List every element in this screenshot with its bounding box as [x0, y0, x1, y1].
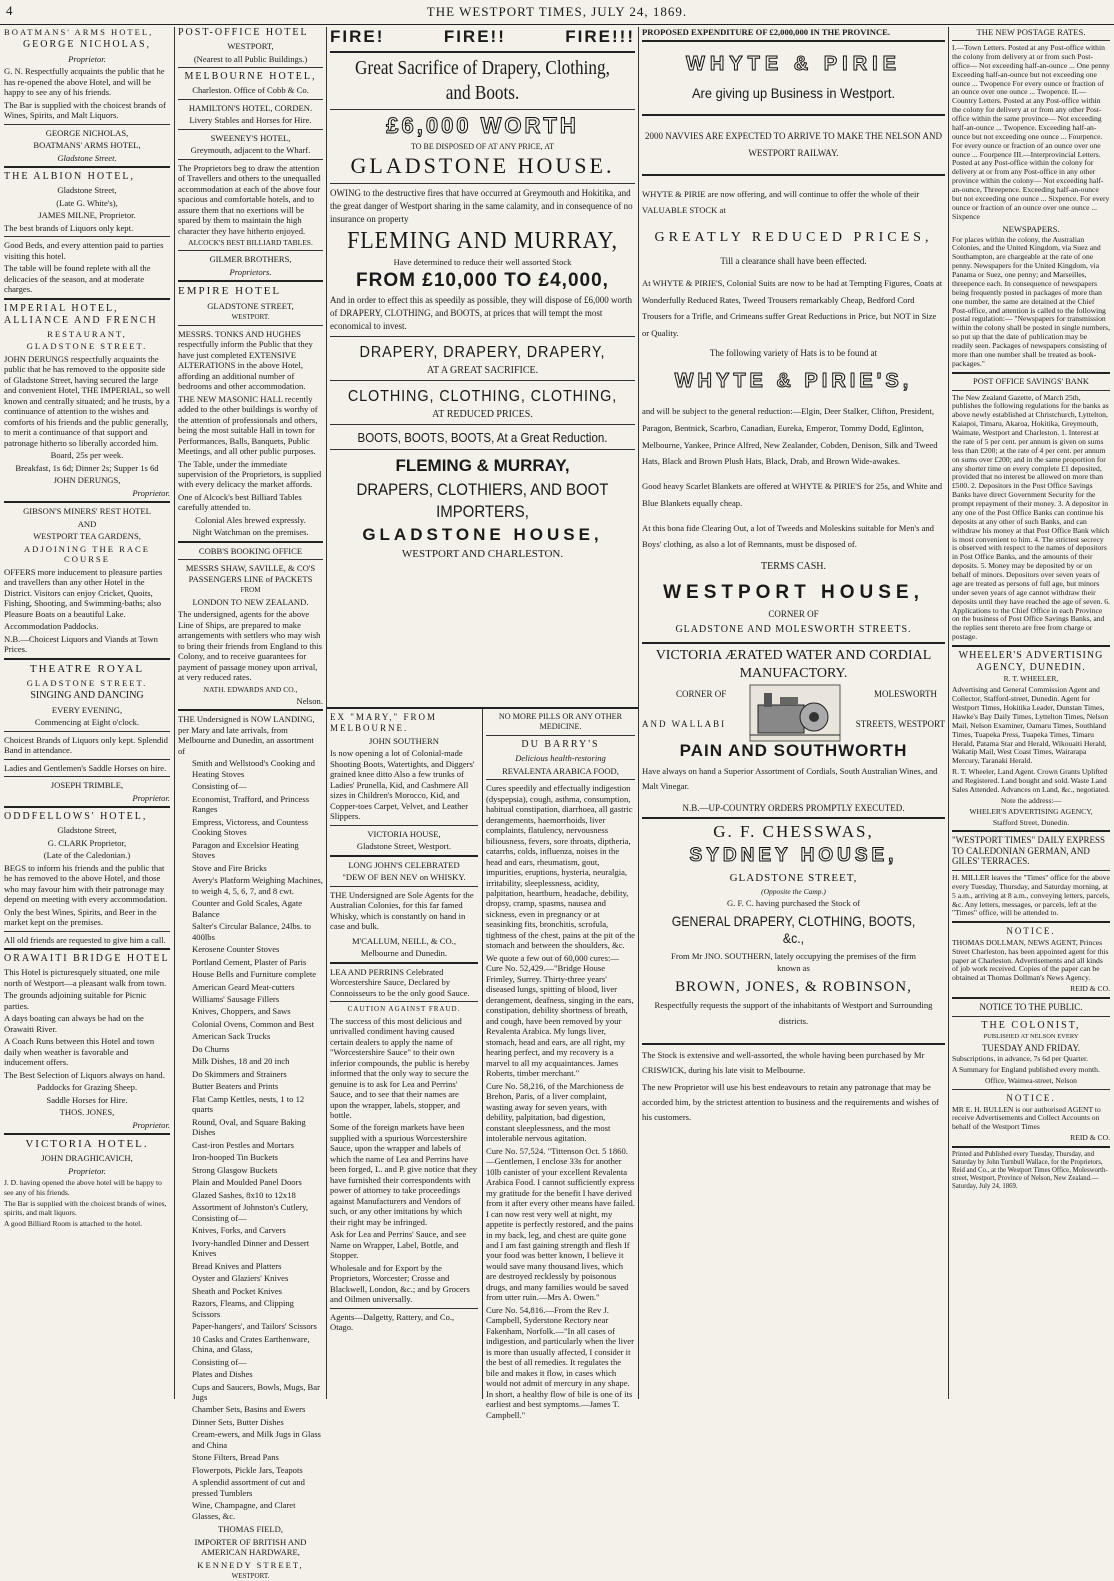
list-item: Chamber Sets, Basins and Ewers: [192, 1404, 306, 1415]
ad-body: The new Proprietor will use his best endeavours to retain any patronage that may be accorded him, by the strictest attention to business and the requirements and wishes of his customers.: [642, 1082, 939, 1123]
list-item: Paragon and Excelsior Heating Stoves: [192, 839, 299, 861]
list-item: Stove and Fire Bricks: [192, 862, 267, 873]
ad-proprietor: Proprietor.: [132, 487, 170, 498]
ad-body: The Bar is supplied with the choicest brands of wines, spirits, and malt liquors.: [4, 1198, 167, 1217]
ad-body: Board, 25s per week.: [50, 450, 124, 461]
ad-body: Good Beds, and every attention paid to parties visiting this hotel.: [4, 240, 164, 261]
ad-heading: WHEELER'S ADVERTISING AGENCY, DUNEDIN.: [958, 650, 1104, 673]
headline: GENERAL DRAPERY, CLOTHING, BOOTS, &c.,: [671, 912, 916, 946]
ad-body: The Bar is supplied with the choicest brands of Wines, Spirits, and Malt Liquors.: [4, 99, 166, 121]
ad-signature: BOATMANS' ARMS HOTEL,: [33, 140, 141, 151]
ad-signature: JOSEPH TRIMBLE,: [50, 780, 124, 791]
list-item: Sheath and Pocket Knives: [192, 1285, 282, 1296]
ad-body: A days boating can always be had on the Orawaiti River.: [4, 1013, 144, 1034]
list-item: Ivory-handled Dinner and Dessert Knives: [192, 1237, 310, 1259]
price-headline: GREATLY REDUCED PRICES,: [654, 229, 933, 245]
list-item: Consisting of—: [192, 781, 247, 792]
ad-body: THE NEW MASONIC HALL recently added to the other buildings is worthy of the attention of professionals and others, being the most suitable Hall in town for Performances, Balls, Banquets, Public Meetings, and all other public purposes.: [178, 393, 318, 457]
ad-body: Accommodation Paddocks.: [4, 621, 99, 632]
ad-address: Gladstone Street,: [57, 185, 117, 196]
house-headline: SYDNEY HOUSE,: [689, 845, 898, 867]
ad-signature: M'CALLUM, NEILL, & CO.,: [352, 935, 456, 946]
ad-heading: POST-OFFICE HOTEL: [178, 27, 309, 38]
ad-address: WESTPORT.: [231, 1572, 270, 1581]
list-item: Dinner Sets, Butter Dishes: [192, 1416, 284, 1427]
ad-address: Gladstone Street.: [57, 152, 117, 163]
ad-address: Stafford Street, Dunedin.: [992, 817, 1070, 827]
ad-signature: REID & CO.: [1070, 1133, 1110, 1143]
ad-heading: MESSRS SHAW, SAVILLE, & CO'S PASSENGERS LINE of PACKETS: [185, 563, 316, 584]
ad-body: The Proprietors beg to draw the attention of Travellers and others to the unequalled accommodation at each of the above four spacious and comfortable hotels, and to assure them that no exertions will be spared by them to maintain the high character they have hitherto enjoyed.: [178, 162, 321, 236]
ad-body: The table will be found replete with all the delicacies of the season, and at moderate charges.: [4, 263, 151, 295]
ad-body: At WHYTE & PIRIE'S, Colonial Suits are now to be had at Tempting Figures, Coats at Wonderfully Reduced Rates, Tweed Trousers remarkably Cheap, Bedford Cord Trousers for a Trifle, and Crimeans suffer Great Reductions in Price, but NOT in Size or Quality.: [642, 277, 943, 339]
headline: VICTORIA ÆRATED WATER AND CORDIAL MANUFACTORY.: [655, 647, 932, 681]
ad-body: IMPORTER OF BRITISH AND AMERICAN HARDWARE,: [194, 1536, 307, 1558]
ad-heading: RESTAURANT,: [47, 328, 127, 339]
ad-name: JOHN DRAGHICAVICH,: [41, 1153, 133, 1164]
subheading: Are giving up Business in Westport.: [691, 84, 896, 101]
address-label: MOLESWORTH: [874, 689, 937, 700]
ad-body: Cure No. 57,524. "Tittenson Oct. 5 1860.—Gentlemen, I enclose 33s for another 10lb canister of your excellent Revalenta Arabica Food. I cannot sufficiently express my gratitude for the benefit I have derived from it after every other means have failed. I can now rest very well at night, my appetite is perfectly restored, and the pains in my back, leg, and chest are quite gone and I am fast gaining strength and flesh If your food was better known, I believe it would save many thousand lives, which are destroyed recklessly by poisonous drugs, and many families would be saved from utter ruin.—Mrs A. Owen.": [486, 1145, 635, 1303]
ad-body: known as: [777, 963, 810, 974]
ad-body: Paddocks for Grazing Sheep.: [36, 1082, 138, 1093]
list-item: Do Skimmers and Strainers: [192, 1068, 287, 1079]
ad-heading: BOATMANS' ARMS HOTEL,: [4, 27, 154, 37]
column-3b: [486, 712, 635, 1420]
fire-heading: FIRE!!: [443, 27, 506, 46]
ad-heading: CAUTION AGAINST FRAUD.: [347, 1005, 461, 1014]
list-item: Portland Cement, Plaster of Paris: [192, 956, 307, 967]
list-item: Knives, Choppers, and Saws: [192, 1006, 291, 1017]
ad-address: (Late G. White's),: [56, 197, 118, 208]
ad-body: Commencing at Eight o'clock.: [34, 717, 140, 728]
ad-heading: EX "MARY," FROM MELBOURNE.: [330, 712, 437, 733]
ad-heading: HAMILTON'S HOTEL, CORDEN.: [188, 102, 313, 113]
ad-body: Ladies and Gentlemen's Saddle Horses on hire.: [4, 762, 167, 773]
ad-address: KENNEDY STREET,: [197, 1559, 304, 1570]
ad-body: The Table, under the immediate supervision of the Proprietors, is supplied with every delicacy the market affords.: [178, 458, 322, 490]
subheading: AT A GREAT SACRIFICE.: [426, 364, 539, 376]
list-item: Cream-ewers, and Milk Jugs in Glass and China: [192, 1429, 321, 1450]
address-label: CORNER OF: [676, 689, 727, 700]
price-headline: FROM £10,000 TO £4,000,: [356, 270, 609, 292]
amount-headline: £6,000 WORTH: [386, 112, 579, 138]
ad-proprietor: Proprietor.: [68, 1165, 106, 1176]
ad-address: Charleston. Office of Cobb & Co.: [192, 85, 309, 96]
list-item: Plain and Moulded Panel Doors: [192, 1177, 302, 1188]
ad-body: All old friends are requested to give him a call.: [4, 934, 166, 945]
list-item: Round, Oval, and Square Baking Dishes: [192, 1116, 306, 1138]
list-item: Knives, Forks, and Carvers: [192, 1225, 286, 1236]
ad-body: The Best Selection of Liquors always on hand.: [4, 1069, 165, 1080]
list-item: Economist, Trafford, and Princess Ranges: [192, 793, 310, 815]
ad-body: BEGS to inform his friends and the public that he has removed to the above Hotel, and those who may favour him with their patronage may depend on meeting with every accommodation.: [4, 862, 168, 905]
ad-body: Wholesale and for Export by the Proprietors, Worcester; Crosse and Blackwell, London, &c.; and by Grocers and Oilmen universally.: [330, 1262, 470, 1305]
ad-proprietor: Proprietors.: [229, 266, 272, 277]
ad-body: ALCOCK'S BEST BILLIARD TABLES.: [188, 238, 313, 248]
notice-body: The New Zealand Gazette, of March 25th, publishes the following regulations for the banks as above newly established at Christchurch, Lyttelton, Kaiapoi, Timaru, Akaroa, Hokitika, Greymouth, Waimate, Westport and Charleston. 1. Interest at the rate of 5 per cent. per annum is given on sums less than £200; at the rate of 4 per cent. per annum on sums over £200; and in the same proportion for any shorter time on every complete £1 deposited, provided that no interest be allowed on more than £500. 2. Depositors in the Post Office Savings Banks have direct Government Security for the prompt repayment of their money. 3. A depositor in any one of the Post Office Banks can continue his deposits at any other of such Banks, and can withdraw his money at that Post Office Bank which is most convenient to him. 4. The strictest secrecy is observed with respect to the names of depositors in Post Office Banks, and the amounts of their deposits. 5. Money may be deposited by or on behalf of minors. Depositors over seven years of age are treated as persons of full age, but minors under seven years of age cannot withdraw their deposits until they have reached the age of seven. 6. Applications to the Chief Office in each Province on the business of Post Office Savings Banks, and the replies sent thereto are free from charge or postage.: [952, 392, 1110, 642]
address: GLADSTONE AND MOLESWORTH STREETS.: [675, 623, 912, 635]
list-item: Consisting of—: [192, 1356, 247, 1367]
ad-body: THOMAS DOLLMAN, NEWS AGENT, Princes Street Charleston, has been appointed agent for this paper at Charleston. Advertisements and all kinds of job work received. Copies of the paper can be obtained at Thomas Dollman's News Agency.: [952, 937, 1109, 983]
ad-body: The success of this most delicious and unrivalled condiment having caused certain dealers to apply the name of "Worcestershire Sauce" to their own inferior compounds, the public is hereby informed that the only way to secure the genuine is to ask for Lea and Perrins' Sauce, and to see that their names are upon the wrapper, labels, stopper, and bottle.: [330, 1015, 470, 1120]
ad-heading: SINGING AND DANCING: [30, 690, 144, 702]
list-item: Milk Dishes, 18 and 20 inch: [192, 1056, 290, 1067]
ad-body: TUESDAY AND FRIDAY.: [981, 1042, 1081, 1053]
list-item: Kerosene Counter Stoves: [192, 944, 280, 955]
ad-body: LEA AND PERRINS Celebrated Worcestershire Sauce, Declared by Connoisseurs to be the only good Sauce.: [330, 966, 470, 998]
ad-body: JOHN DERUNGS respectfully acquaints the public that he has removed to the opposite side of Gladstone Street, having secured the large and convenient Hotel, THE IMPERIAL, so well known and centrally situated; and he trusts, by a continuance of attention to the wishes and comforts of his friends and the public generally, to merit a continuance of that support and patronage hitherto so liberally accorded him.: [4, 353, 170, 448]
ad-signature: THOS. JONES,: [59, 1107, 115, 1118]
list-item: Do Churns: [192, 1043, 230, 1054]
ad-body: Cure No. 54,816.—From the Rev J. Campbell, Syderstone Rectory near Fakenham, Norfolk.—"In all cases of indigestion, and particularly when the liver is more than usually affected, I consider it the best of all remedies. It regulates the bile and makes it flow, in cases which would not admit of mercury in any shape. In short, a healthy flow of bile is one of its earliest and best symptoms.—James T. Campbell.": [486, 1304, 634, 1420]
ad-heading: WESTPORT TEA GARDENS,: [33, 531, 141, 542]
ad-proprietor: JAMES MILNE, Proprietor.: [38, 210, 136, 221]
ad-name: R. T. WHEELER,: [1003, 674, 1059, 684]
ad-heading: MELBOURNE HOTEL,: [184, 71, 317, 83]
ad-heading: COBB'S BOOKING OFFICE: [198, 545, 303, 556]
ad-address: Livery Stables and Horses for Hire.: [189, 115, 312, 126]
ad-body: Advertising and General Commission Agent and Collector, Stafford-street, Dunedin. Agent for Westport Times, Hokitika Leader, Dunstan Times, Hawke's Bay Daily Times, Lyttelton Times, Nelson Mail, Nelson Examiner, Oamaru Times, Southland Times, Tuapeka Press, Tuapeka Times, Timaru Herald, Patama Star and Herald, Wikouaiti Herald, Wakatip Mail, West Coast Times, Wairarapa Mercury, Taranaki Herald.: [952, 685, 1109, 766]
ad-body: OFFERS more inducement to pleasure parties and travellers than any other Hotel in the District. Visitors can enjoy Cricket, Quoits, Fishing, Shooting, and Swimming-baths; also Pleasure Boats on a beautiful Lake.: [4, 566, 163, 619]
column-whyte-pirie: [642, 27, 945, 1399]
list-item: Cast-iron Pestles and Mortars: [192, 1139, 294, 1150]
ad-body: OWING to the destructive fires that have occurred at Greymouth and Hokitika, and the great danger of Westport sharing in the same calamity, and in consequence of no insurance on property: [330, 188, 633, 225]
list-item: Smith and Wellstood's Cooking and Heating Stoves: [192, 758, 315, 779]
notice-heading: NOTICE.: [1006, 1093, 1056, 1104]
ad-body: MESSRS. TONKS AND HUGHES respectfully inform the Public that they have just completed EXTENSIVE ALTERATIONS in the above Hotel, affording an additional number of bedrooms and other accommodation.: [178, 328, 313, 392]
notice-body: I.—Town Letters. Posted at any Post-office within the colony from delivery at or from such Post-office— Not exceeding half-an-ounce ... One penny Exceeding half-an-ounce but not exceeding one ounce ... Twopence For every ounce or fraction of an ounce over one ounce ... Twopence. II.—Country Letters. Posted at any Post-office within the colony for delivery at or from any other Post-office within the same province— Not exceeding half-an-ounce ... Twopence. Exceeding half-an-ounce but not exceeding one ounce ... Fourpence. For every ounce or fraction of an ounce over one ounce ... Fourpence III.—Interprovincial Letters. Posted at any Post-office within the colony for delivery at or from any Post-office in any other province within the colony— Not exceeding half-an-ounce, Threepence. Exceeding half-an-ounce but not exceeding one ounce ... Sixpence. For every ounce or fraction of an ounce over one ounce ... Sixpence: [952, 43, 1110, 221]
ad-heading: LONDON TO NEW ZEALAND.: [192, 596, 309, 607]
ad-heading: AND: [77, 518, 97, 529]
list-item: Flowerpots, Pickle Jars, Teapots: [192, 1464, 303, 1475]
list-item: Avery's Platform Weighing Machines, to weigh 4, 5, 6, 7, and 8 cwt.: [192, 875, 323, 896]
ad-address: WESTPORT.: [231, 313, 270, 322]
ad-body: TERMS CASH.: [760, 561, 826, 573]
notice-body: For places within the colony, the Australian Colonies, and the United Kingdom, via Suez and Southampton, are chargeable at the rate of one penny. Newspapers for the United Kingdom, via Panama or Suez, one penny; and Marseilles, threepence each. In consequence of newspapers being frequently posted in packages of more than one number, the same are detained at the Chief Post-office, and attention is called to the following postal regulation:— "Newspapers for transmission within the colony shall be posted in single numbers, so put up that the date of publication may be readily seen. Packages of newspapers consisting of more than one number shall be treated as book-packages.": [952, 234, 1110, 368]
house-headline: GLADSTONE HOUSE,: [362, 524, 603, 544]
column-rule: [948, 27, 949, 1399]
ad-body: Ask for Lea and Perrins' Sauce, and see Name on Wrapper, Label, Bottle, and Stopper.: [330, 1229, 467, 1261]
ad-body: MR E. H. BULLEN is our authorised AGENT to receive Advertisements and Collect Accounts on behalf of the Westport Times: [952, 1104, 1101, 1132]
ad-body: Good heavy Scarlet Blankets are offered at WHYTE & PIRIE'S for 25s, and White and Blue Blankets equally cheap.: [642, 481, 943, 508]
ad-proprietor: G. CLARK Proprietor,: [47, 837, 127, 848]
ad-body: Have determined to reduce their well assorted Stock: [393, 256, 572, 267]
firm-headline: WHYTE & PIRIE: [685, 53, 901, 76]
ad-name: GEORGE NICHOLAS,: [22, 39, 152, 51]
ad-heading: ORAWAITI BRIDGE HOTEL: [4, 953, 170, 965]
list-item: Razors, Fleams, and Clipping Scissors: [192, 1298, 294, 1319]
ad-address: ADJOINING THE RACE COURSE: [23, 543, 151, 565]
list-item: Bread Knives and Platters: [192, 1260, 282, 1271]
notice-heading: NEWSPAPERS.: [1002, 223, 1060, 234]
ad-body: A good Billiard Room is attached to the hotel.: [4, 1218, 143, 1228]
ad-body: Is now opening a lot of Colonial-made Shooting Boots, Watertights, and Diggers' grained knee ditto Also a few trunks of Ladies' Prunella, Kid, and Cashmere All sizes in Children's Morocco, Kid, and Copper-toes Carpet, Velvet, and Leather Slippers.: [330, 748, 475, 822]
column-rule: [482, 709, 483, 1399]
list-item: Assortment of Johnston's Cutlery, Consisting of—: [192, 1202, 309, 1223]
column-rule: [638, 27, 639, 1399]
address: GLADSTONE STREET,: [729, 871, 858, 884]
ad-address: Gladstone Street,: [57, 825, 117, 836]
column-notices: [952, 27, 1110, 1399]
firm-headline: PAIN AND SOUTHWORTH: [679, 741, 908, 761]
ad-body: We quote a few out of 60,000 cures:—Cure No. 52,429.—"Bridge House Frimley, Surrey. Thirty-three years' diseased lungs, spitting of blood, liver derangement, deafness, singing in the ears, constipation, debility shortness of breath, and cough, have been removed by your Revalenta Arabica. My lungs liver, stomach, head and ears, are all right, my hearing perfect, and my recovery is a marvel to all my acquaintances. James Roberts, timber merchant.": [486, 952, 634, 1079]
drapers-headline: DRAPERS, CLOTHIERS, AND BOOT IMPORTERS,: [356, 479, 609, 521]
ad-address: Greymouth, adjacent to the Wharf.: [190, 145, 311, 156]
ad-body: J. D. having opened the above hotel will be happy to see any of his friends.: [4, 1178, 162, 1197]
ad-heading: REVALENTA ARABICA FOOD,: [502, 765, 619, 776]
list-item: Strong Glasgow Buckets: [192, 1164, 278, 1175]
subheading: AT REDUCED PRICES.: [432, 408, 533, 420]
list-item: Stone Filters, Bread Pans: [192, 1452, 279, 1463]
ad-body: The best brands of Liquors only kept.: [4, 222, 134, 233]
ad-heading: ODDFELLOWS' HOTEL,: [4, 810, 148, 822]
ad-heading: LONG JOHN'S CELEBRATED: [348, 859, 460, 870]
ad-heading: THEATRE ROYAL: [29, 662, 145, 675]
drapery-headline: DRAPERY, DRAPERY, DRAPERY,: [359, 344, 606, 362]
ad-body: One of Alcock's best Billiard Tables carefully attended to.: [178, 491, 302, 513]
ad-body: From Mr JNO. SOUTHERN, lately occupying the premises of the firm: [671, 950, 916, 961]
ad-body: This Hotel is picturesquely situated, one mile north of Westport—a pleasant walk from town.: [4, 967, 167, 988]
ad-heading: THE ALBION HOTEL,: [4, 171, 135, 183]
ad-body: FROM: [240, 586, 261, 595]
address-label: STREETS, WESTPORT: [855, 719, 945, 730]
ad-signature: GEORGE NICHOLAS,: [45, 127, 129, 138]
ad-body: G. F. C. having purchased the Stock of: [727, 898, 860, 909]
list-item: Colonial Ovens, Common and Best: [192, 1018, 314, 1029]
fleming-murray-ad: [330, 27, 635, 703]
column-rule: [174, 27, 175, 1399]
ad-signature: JOHN DERUNGS,: [53, 475, 121, 486]
ad-proprietor: Proprietor.: [132, 1119, 170, 1130]
list-item: Salter's Circular Balance, 24lbs. to 400lbs: [192, 921, 311, 942]
machinery-engraving-icon: [750, 685, 840, 741]
ad-body: The following variety of Hats is to be found at: [709, 347, 878, 358]
ad-body: A Summary for England published every month.: [952, 1065, 1100, 1075]
factory-illustration-block: [642, 685, 945, 741]
item-list: [178, 758, 323, 1521]
ad-signature: THOMAS FIELD,: [218, 1524, 283, 1535]
ad-body: Agents—Dalgetty, Rattery, and Co., Otago.: [330, 1311, 455, 1333]
list-item: Flat Camp Kettles, nests, 1 to 12 quarts: [192, 1093, 305, 1115]
ad-body: Colonial Ales brewed expressly.: [195, 514, 306, 525]
notice-heading: NOTICE TO THE PUBLIC.: [979, 1002, 1083, 1013]
ad-body: Subscriptions, in advance, 7s 6d per Quarter.: [952, 1054, 1089, 1064]
ad-signature: NATH. EDWARDS AND CO.,: [203, 684, 298, 694]
imprint: Printed and Published every Tuesday, Thursday, and Saturday by John Turnbull Wallace, for the Proprietors, Reid and Co., at the Westport Times Office, Molesworth-street, Westport, Province of Nelson, New Zealand.—Saturday, July 24, 1869.: [952, 1151, 1108, 1190]
ad-body: N.B.—UP-COUNTRY ORDERS PROMPTLY EXECUTED.: [682, 802, 905, 813]
firm-headline: WHYTE & PIRIE'S,: [674, 369, 913, 392]
ad-heading: IMPERIAL HOTEL, ALLIANCE AND FRENCH: [4, 302, 158, 326]
column-rule: [326, 27, 327, 1399]
ad-body: Choicest Brands of Liquors only kept. Splendid Band in attendance.: [4, 734, 168, 756]
ad-address: GLADSTONE STREET.: [26, 677, 148, 688]
list-item: A splendid assortment of cut and pressed Tumblers: [192, 1477, 305, 1498]
list-item: Cups and Saucers, Bowls, Mugs, Bar Jugs: [192, 1381, 320, 1402]
fire-heading: FIRE!: [330, 27, 385, 46]
ad-signature: REID & CO.: [1070, 984, 1110, 994]
ad-body: A Coach Runs between this Hotel and town daily when weather is favorable and inducement offers.: [4, 1036, 155, 1068]
firm-headline: FLEMING AND MURRAY,: [347, 228, 618, 255]
ad-body: THE Undersigned are Sole Agents for the Australian Colonies, for this far famed Whisky, which is constantly on hand in case and bulk.: [330, 889, 474, 932]
headline: PROPOSED EXPENDITURE OF £2,000,000 IN THE PROVINCE.: [642, 27, 891, 37]
page-number: 4: [6, 3, 13, 18]
ad-body: Saddle Horses for Hire.: [46, 1094, 128, 1105]
ad-body: At this bona fide Clearing Out, a lot of Tweeds and Moleskins suitable for Men's and Boys' clothing, as also a lot of Remnants, must be disposed of.: [642, 522, 934, 550]
ad-address: WESTPORT,: [227, 41, 274, 52]
list-item: House Bells and Furniture complete: [192, 969, 317, 980]
notice-heading: THE NEW POSTAGE RATES.: [976, 27, 1086, 37]
ad-body: Night Watchman on the premises.: [192, 527, 309, 538]
list-item: Butter Beaters and Prints: [192, 1081, 279, 1092]
ad-body: H. MILLER leaves the "Times" office for the above every Tuesday, Thursday, and Saturday morning, at 5 a.m., arriving at 8 a.m., conveying letters, parcels, &c. Any letters, messages, or parcels, left at the "Times" office, will be attended to.: [952, 872, 1110, 918]
ad-address: Melbourne and Dunedin.: [360, 948, 448, 959]
ad-address: Gladstone Street, Westport.: [356, 841, 452, 852]
fire-heading: FIRE!!!: [565, 27, 635, 46]
firm-headline: G. F. CHESSWAS,: [713, 821, 874, 841]
list-item: Paper-hangers', and Tailors' Scissors: [192, 1321, 317, 1332]
list-item: 10 Casks and Crates Earthenware, China, and Glass,: [192, 1333, 310, 1355]
column-3a: [330, 712, 478, 1398]
ad-body: (Late of the Caledonian.): [43, 850, 131, 861]
ad-body: Cures speedily and effectually indigestion (dyspepsia), cough, asthma, consumption, habitual constipation, diarrhoea, all gastric derangements, haemorrhoids, liver complaints, flatulency, nervousness biliousness, fevers, sore throats, diptheria, catarrhs, colds, influenza, noises in the head and ears, rheumatism, gout, impurities, eruptions, hysteria, neuralgia, irritability, sleeplessness, acidity, palpitation, heartburn, headache, debility, dropsy, cramp, spasms, nausea and sickness, even in pregnancy or at seasinking fits, bronchitis, scrofula, tightness of the chest, pains at the pit of the stomach and between the shoulders, &c.: [486, 783, 635, 951]
ad-body: The Stock is extensive and well-assorted, the whole having been purchased by Mr CRISWICK, during his late visit to Melbourne.: [642, 1050, 925, 1076]
ad-address: Nelson.: [296, 695, 323, 706]
ad-address: (Nearest to all Public Buildings.): [193, 53, 308, 64]
ad-body: And in order to effect this as speedily as possible, they will dispose of £6,000 worth of DRAPERY, CLOTHING, and BOOTS, at prices that will tempt the most economical to invest.: [330, 295, 633, 332]
list-item: Iron-hooped Tin Buckets: [192, 1152, 278, 1163]
list-item: Oyster and Glaziers' Knives: [192, 1273, 289, 1284]
list-item: Empress, Victoress, and Countess Cooking Stoves: [192, 816, 309, 838]
ad-body: The undersigned, agents for the above Line of Ships, are prepared to make arrangements with settlers who may wish to bring their friends from England to this Colony, and to receive guarantees for payment of passage money upon arrival, at very reduced rates.: [178, 609, 322, 683]
ad-body: and will be subject to the general reduction:—Elgin, Deer Stalker, Clifton, President, Paragon, Bentnick, Scarbro, Canadian, Eureka, Emperor, Tommy Dodd, Eglinton, Melbourne, Yankee, Prince Alfred, New Zealander, Cobden, Denison, Silk and Tweed Hats, Black and Brown Plush Hats, Black, Drab, and Brown Wide-awakes.: [642, 406, 938, 467]
ad-heading: VICTORIA HOUSE,: [367, 828, 441, 839]
ad-body: Till a clearance shall have been effected.: [720, 255, 867, 266]
ad-body: The grounds adjoining suitable for Picnic parties.: [4, 990, 147, 1011]
ad-body: N.B.—Choicest Liquors and Viands at Town Prices.: [4, 633, 158, 655]
list-item: American Sack Trucks: [192, 1031, 271, 1042]
list-item: Counter and Gold Scales, Agate Balance: [192, 898, 303, 919]
ad-body: THE Undersigned is NOW LANDING, per Mary and late arrivals, from Melbourne and Dunedin, an assortment of: [178, 714, 315, 756]
notice-heading: NOTICE.: [1006, 926, 1056, 937]
address: WESTPORT AND CHARLESTON.: [401, 547, 564, 560]
firm-headline: BROWN, JONES, & ROBINSON,: [675, 978, 912, 995]
boots-headline: BOOTS, BOOTS, BOOTS, At a Great Reduction.: [357, 430, 608, 445]
ad-name: JOHN SOUTHERN: [369, 735, 439, 746]
ad-proprietor: Proprietor.: [132, 792, 170, 803]
ad-body: Some of the foreign markets have been supplied with a spurious Worcestershire Sauce, upon the wrapper and labels of which the name of Lea and Perrins have been forged, L. and P. give notice that they have furnished their correspondents with power of attorney to take proceedings against Manufacturers and Vendors of such, or any other imitations by which their right may be infringed.: [330, 1122, 478, 1227]
ad-heading: THE COLONIST,: [981, 1019, 1081, 1031]
ad-address: GLADSTONE STREET.: [26, 341, 148, 352]
ad-body: EVERY EVENING,: [51, 704, 123, 715]
house-headline: GLADSTONE HOUSE.: [350, 153, 615, 179]
ad-body: Note the address:—: [1000, 795, 1062, 805]
ad-heading: EMPIRE HOTEL: [178, 285, 282, 298]
ad-body: Have always on hand a Superior Assortment of Cordials, South Australian Wines, and Malt Vinegar.: [642, 765, 938, 792]
ad-body: G. N. Respectfully acquaints the public that he has re-opened the above Hotel, and will be happy to see any of his friends.: [4, 66, 165, 98]
ad-heading: GIBSON'S MINERS' REST HOTEL: [23, 506, 151, 517]
masthead: [0, 0, 1114, 25]
ad-body: Breakfast, 1s 6d; Dinner 2s; Supper 1s 6d: [15, 462, 159, 473]
list-item: Plates and Dishes: [192, 1369, 253, 1380]
ad-heading: "DEW OF BEN NEV on WHISKY.: [342, 872, 466, 883]
ad-body: Delicious health-restoring: [515, 753, 606, 764]
subheading: TO BE DISPOSED OF AT ANY PRICE, AT: [411, 141, 554, 151]
clothing-headline: CLOTHING, CLOTHING, CLOTHING,: [347, 388, 618, 406]
list-item: American Geard Meat-cutters: [192, 981, 295, 992]
list-item: Glazed Sashes, 8x10 to 12x18: [192, 1189, 296, 1200]
ad-address: GLADSTONE STREET,: [207, 300, 294, 311]
ad-body: Cure No. 58,216, of the Marchioness de Brehon, Paris, of a liver complaint, wasting away for seven years, with debility, palpitation, bad digestion, constant sleeplessness, and the most intolerable nervous agitation.: [486, 1080, 624, 1144]
notice-heading: POST OFFICE SAVINGS' BANK: [973, 376, 1089, 386]
ad-heading: DU BARRY'S: [521, 739, 600, 750]
ad-body: Respectfully requests the support of the inhabitants of Westport and Surrounding districts.: [654, 1000, 933, 1026]
ad-signature: GILMER BROTHERS,: [209, 254, 292, 265]
ad-body: PUBLISHED AT NELSON EVERY: [983, 1033, 1079, 1041]
firm-headline: FLEMING & MURRAY,: [395, 456, 570, 475]
column-hotels-2: [178, 27, 323, 1581]
ad-signature: WHELER'S ADVERTISING AGENCY,: [969, 806, 1093, 816]
ad-body: 2000 NAVVIES ARE EXPECTED TO ARRIVE TO MAKE THE NELSON AND WESTPORT RAILWAY.: [644, 130, 943, 159]
newspaper-title: THE WESTPORT TIMES, JULY 24, 1869.: [426, 4, 688, 19]
list-item: Wine, Champagne, and Claret Glasses, &c.: [192, 1500, 296, 1521]
ad-body: Only the best Wines, Spirits, and Beer in the market kept on the premises.: [4, 906, 157, 928]
headline: Great Sacrifice of Drapery, Clothing, and Boots.: [355, 56, 610, 104]
ad-proprietor: Proprietor.: [68, 53, 106, 64]
ad-body: R. T. Wheeler, Land Agent. Crown Grants Uplifted and Registered. Land bought and sold. Waste Land Sales Attended. Advances on Land, &c., negotiated.: [952, 767, 1110, 794]
ad-heading: VICTORIA HOTEL.: [25, 1137, 149, 1150]
house-headline: WESTPORT HOUSE,: [663, 582, 924, 604]
ad-heading: SWEENEY'S HOTEL,: [210, 132, 291, 143]
address-label: AND WALLABI: [642, 719, 727, 730]
ad-body: CORNER OF: [768, 608, 819, 619]
ad-body: (Opposite the Camp.): [761, 887, 826, 897]
ad-heading: "WESTPORT TIMES" DAILY EXPRESS TO CALEDONIAN GERMAN, AND GILES' TERRACES.: [952, 835, 1106, 867]
ad-heading: NO MORE PILLS OR ANY OTHER MEDICINE.: [498, 712, 623, 731]
column-hotels: [4, 27, 170, 1399]
ad-body: WHYTE & PIRIE are now offering, and will continue to offer the whole of their VALUABLE STOCK at: [642, 189, 920, 216]
list-item: Williams' Sausage Fillers: [192, 994, 280, 1004]
ad-address: Office, Waimea-street, Nelson: [985, 1076, 1077, 1086]
